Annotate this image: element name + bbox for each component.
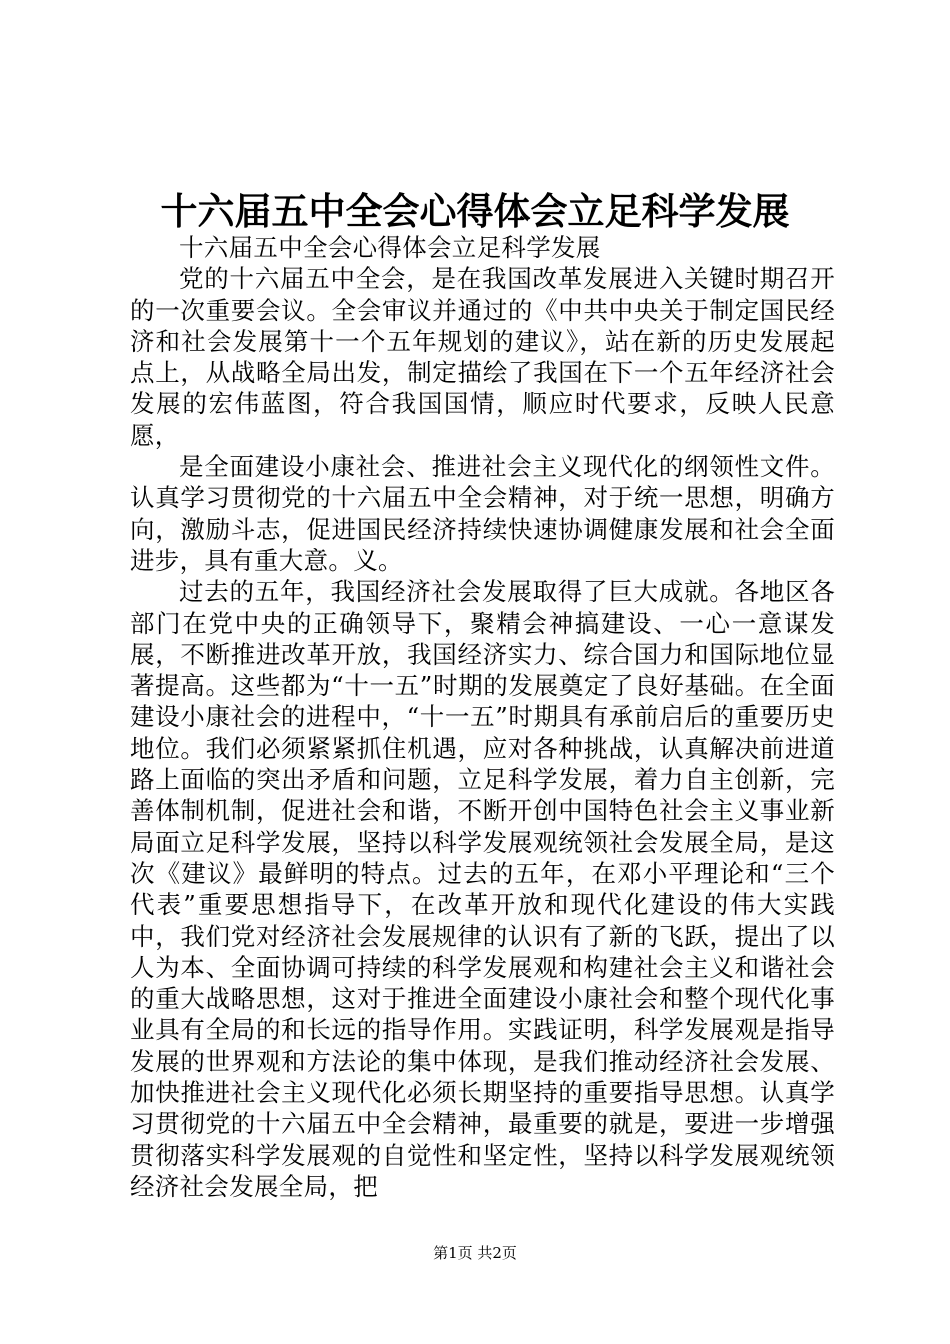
paragraph-2: 是全面建设小康社会、推进社会主义现代化的纲领性文件。认真学习贯彻党的十六届五中全会精神，对于统一思想，明确方向，激励斗志，促进国民经济持续快速协调健康发展和社会全面进步，具有重大意。义。	[130, 452, 835, 575]
paragraph-1: 党的十六届五中全会，是在我国改革发展进入关键时期召开的一次重要会议。全会审议并通过的《中共中央关于制定国民经济和社会发展第十一个五年规划的建议》，站在新的历史发展起点上，从战略全局出发，制定描绘了我国在下一个五年经济社会发展的宏伟蓝图，符合我国国情，顺应时代要求，反映人民意愿，	[130, 264, 835, 450]
paragraph-3: 过去的五年，我国经济社会发展取得了巨大成就。各地区各部门在党中央的正确领导下，聚精会神搞建设、一心一意谋发展，不断推进改革开放，我国经济实力、综合国力和国际地位显著提高。这些都为“十一五”时期的发展奠定了良好基础。在全面建设小康社会的进程中，“十一五”时期具有承前启后的重要历史地位。我们必须紧紧抓住机遇，应对各种挑战，认真解决前进道路上面临的突出矛盾和问题，立足科学发展，着力自主创新，完善体制机制，促进社会和谐，不断开创中国特色社会主义事业新局面立足科学发展，坚持以科学发展观统领社会发展全局，是这次《建议》最鲜明的特点。过去的五年，在邓小平理论和“三个代表”重要思想指导下，在改革开放和现代化建设的伟大实践中，我们党对经济社会发展规律的认识有了新的飞跃，提出了以人为本、全面协调可持续的科学发展观和构建社会主义和谐社会的重大战略思想，这对于推进全面建设小康社会和整个现代化事业具有全局的和长远的指导作用。实践证明，科学发展观是指导发展的世界观和方法论的集中体现，是我们推动经济社会发展、加快推进社会主义现代化必须长期坚持的重要指导思想。认真学习贯彻党的十六届五中全会精神，最重要的就是，要进一步增强贯彻落实科学发展观的自觉性和坚定性，坚持以科学发展观统领经济社会发展全局，把	[130, 577, 836, 1201]
page-footer: 第1页 共2页	[433, 1244, 517, 1262]
document-title: 十六届五中全会心得体会立足科学发展	[160, 189, 790, 233]
document-body	[130, 232, 835, 1202]
paragraph-subtitle: 十六届五中全会心得体会立足科学发展	[179, 233, 601, 262]
